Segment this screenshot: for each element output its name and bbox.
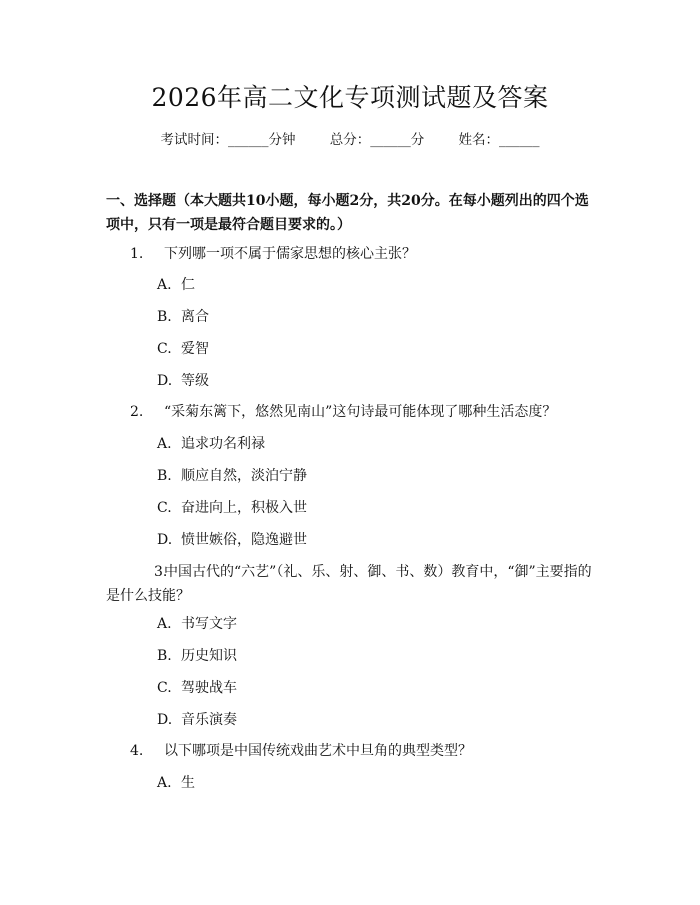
option-item — [157, 644, 237, 668]
student-name-field: 姓名：______ — [458, 132, 540, 148]
option-text: 愤世嫉俗，隐逸避世 — [181, 532, 307, 548]
exam-time-field: 考试时间：______分钟 — [160, 132, 296, 148]
option-text: 等级 — [181, 373, 209, 389]
option-text: 离合 — [181, 309, 209, 325]
option-text: 奋进向上，积极入世 — [181, 500, 307, 516]
question-number: 4. — [130, 743, 144, 759]
question-number: 3. — [154, 564, 168, 580]
option-letter: C. — [157, 680, 172, 696]
option-text: 仁 — [181, 277, 195, 293]
question-1 — [106, 242, 598, 266]
option-letter: A. — [157, 616, 172, 632]
option-letter: C. — [157, 341, 172, 357]
option-item — [157, 528, 307, 552]
option-item — [157, 305, 209, 329]
option-item — [157, 337, 209, 361]
option-text: 音乐演奏 — [181, 712, 237, 728]
question-text: 下列哪一项不属于儒家思想的核心主张？ — [164, 246, 416, 262]
option-item — [157, 432, 265, 456]
section-heading: 一、选择题（本大题共10小题，每小题2分，共20分。在每小题列出的四个选项中，只有一项是最符合题目要求的。） — [106, 193, 589, 233]
option-letter: D. — [157, 712, 173, 728]
option-text: 书写文字 — [181, 616, 237, 632]
option-text: 顺应自然，淡泊宁静 — [181, 468, 307, 484]
option-item — [157, 771, 195, 795]
total-score-field: 总分：______分 — [329, 132, 425, 148]
exam-info-row — [0, 129, 700, 151]
option-item — [157, 273, 195, 297]
question-number: 2. — [130, 404, 144, 420]
option-letter: A. — [157, 436, 172, 452]
option-letter: D. — [157, 373, 173, 389]
option-letter: B. — [157, 468, 172, 484]
question-2 — [106, 400, 598, 424]
option-letter: A. — [157, 277, 172, 293]
option-text: 生 — [181, 775, 195, 791]
option-letter: D. — [157, 532, 173, 548]
option-text: 爱智 — [181, 341, 209, 357]
option-text: 驾驶战车 — [181, 680, 237, 696]
question-4 — [106, 739, 598, 763]
option-letter: C. — [157, 500, 172, 516]
question-text: “采菊东篱下，悠然见南山”这句诗最可能体现了哪种生活态度？ — [164, 404, 557, 420]
option-text: 追求功名利禄 — [181, 436, 265, 452]
question-3 — [106, 560, 598, 608]
option-item — [157, 464, 307, 488]
option-letter: B. — [157, 309, 172, 325]
option-item — [157, 369, 209, 393]
option-item — [157, 612, 237, 636]
option-item — [157, 496, 307, 520]
option-item — [157, 708, 237, 732]
option-letter: B. — [157, 648, 172, 664]
question-text: 以下哪项是中国传统戏曲艺术中旦角的典型类型？ — [164, 743, 472, 759]
option-item — [157, 676, 237, 700]
page-title: 2026年高二文化专项测试题及答案 — [151, 83, 549, 112]
option-text: 历史知识 — [181, 648, 237, 664]
question-text: 中国古代的“六艺”（礼、乐、射、御、书、数）教育中，“御”主要指的是什么技能？ — [106, 564, 592, 604]
question-number: 1. — [130, 246, 144, 262]
option-letter: A. — [157, 775, 172, 791]
